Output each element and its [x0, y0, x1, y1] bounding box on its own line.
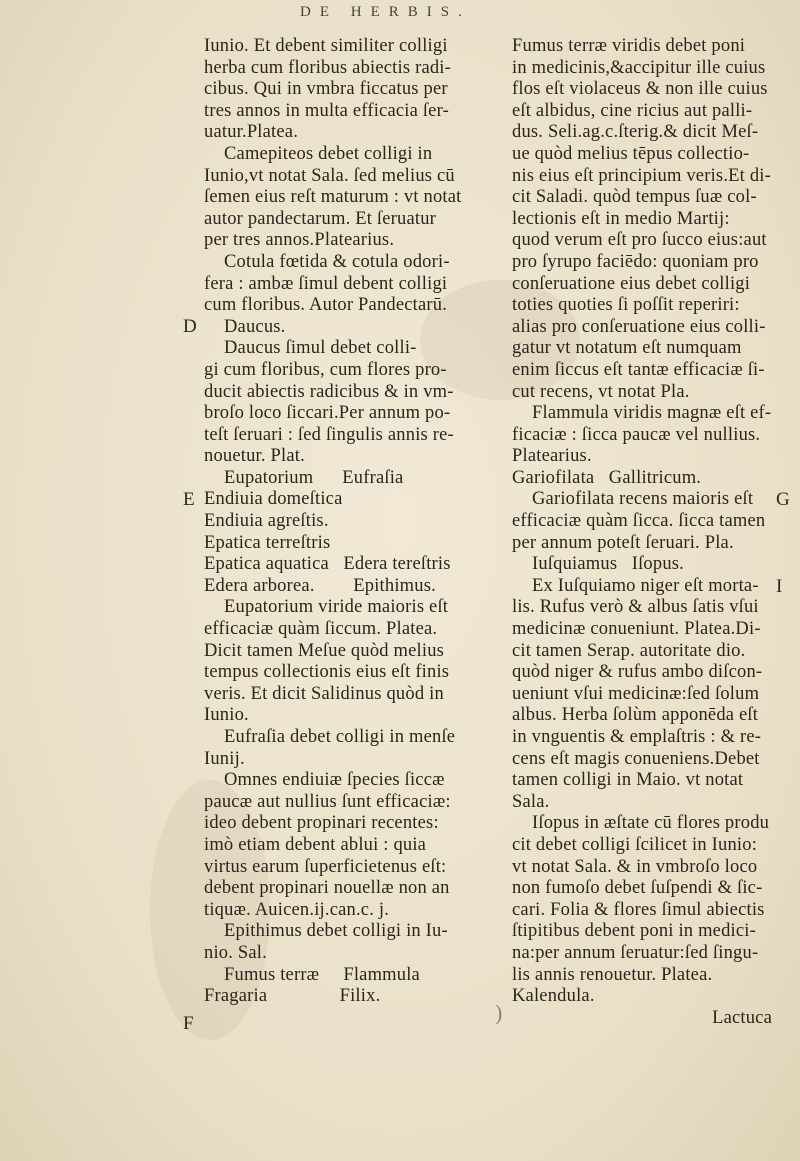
text-line: tiquæ. Auicen.ij.can.c. j. [204, 899, 390, 920]
text-line: veris. Et dicit Salidinus quòd in [204, 683, 444, 704]
text-line: per annum poteſt ſeruari. Pla. [512, 532, 734, 553]
text-line: Iunio,vt notat Sala. ſed melius cū [204, 165, 455, 186]
text-line: Gariofilata recens maioris eſt [532, 489, 754, 510]
text-line: nis eius eſt principium veris.Et di- [512, 165, 771, 186]
text-line: cum floribus. Autor Pandectarū. [204, 295, 448, 316]
text-line: herba cum floribus abiectis radi- [204, 57, 452, 78]
text-line: cut recens, vt notat Pla. [512, 381, 690, 402]
section-heading: Endiuia domeſtica [204, 489, 343, 510]
text-line: cens eſt magis conueniens.Debet [512, 748, 760, 769]
text-line: ficaciæ : ſicca paucæ vel nullius. [512, 424, 761, 445]
section-heading: Eupatorium Eufraſia [224, 467, 404, 488]
text-line: quòd niger & rufus ambo diſcon- [512, 662, 763, 683]
text-line: enim ſiccus eſt tantæ efficaciæ ſi- [512, 359, 765, 380]
text-line: fera : ambæ ſimul debent colligi [204, 273, 448, 294]
section-heading: Gariofilata Gallitricum. [512, 467, 702, 488]
margin-letter-e: E [183, 489, 195, 510]
text-line: Platearius. [512, 446, 592, 467]
text-line: imò etiam debent ablui : quia [204, 834, 427, 855]
text-line: medicinæ conueniunt. Platea.Di- [512, 619, 761, 640]
text-line: Epithimus debet colligi in Iu- [224, 921, 448, 942]
text-line: Omnes endiuiæ ſpecies ſiccæ [224, 770, 445, 791]
text-line: na:per annum ſeruatur:ſed ſingu- [512, 942, 759, 963]
section-heading: Epatica terreſtris [204, 532, 331, 553]
text-line: Eupatorium viride maioris eſt [224, 597, 449, 618]
text-line: paucæ aut nullius ſunt efficaciæ: [204, 791, 451, 812]
section-heading: Epatica aquatica Edera tereſtris [204, 554, 451, 575]
text-line: eſt albidus, cine ricius aut palli- [512, 100, 753, 121]
text-line: uatur.Platea. [204, 122, 299, 143]
text-line: in medicinis,&accipitur ille cuius [512, 57, 766, 78]
text-line: autor pandectarum. Et ſeruatur [204, 208, 437, 229]
text-line: gatur vt notatum eſt numquam [512, 338, 742, 359]
section-heading: Endiuia agreſtis. [204, 511, 329, 532]
text-line: cit tamen Serap. autoritate dio. [512, 640, 746, 661]
text-line: albus. Herba ſolùm apponēda eſt [512, 705, 759, 726]
text-line: debent propinari nouellæ non an [204, 878, 450, 899]
text-line: lis annis renouetur. Platea. [512, 964, 713, 985]
text-line: lectionis eſt in medio Martij: [512, 208, 730, 229]
text-line: per tres annos.Platearius. [204, 230, 395, 251]
text-line: Flammula viridis magnæ eſt ef- [532, 403, 772, 424]
text-line: Camepiteos debet colligi in [224, 143, 433, 164]
text-line: broſo loco ſiccari.Per annum po- [204, 403, 451, 424]
margin-letter-i: I [776, 576, 783, 597]
running-header: DE HERBIS. [300, 4, 471, 20]
text-line: efficaciæ quàm ſicca. ſicca tamen [512, 511, 766, 532]
text-line: Cotula fœtida & cotula odori- [224, 251, 450, 272]
text-line: tempus collectionis eius eſt finis [204, 662, 450, 683]
text-line: cit debet colligi ſcilicet in Iunio: [512, 834, 758, 855]
section-heading: Kalendula. [512, 986, 595, 1007]
text-line: ſemen eius reſt maturum : vt notat [204, 187, 462, 208]
text-line: nio. Sal. [204, 942, 267, 963]
catchword: Lactuca [712, 1007, 772, 1028]
left-column [204, 36, 504, 1008]
ink-mark: ) [495, 1000, 503, 1025]
text-line: Sala. [512, 791, 550, 812]
text-line: alias pro conſeruatione eius colli- [512, 316, 766, 337]
text-line: Iunio. Et debent similiter colligi [204, 36, 448, 56]
text-line: ideo debent propinari recentes: [204, 813, 439, 834]
section-heading: Daucus. [224, 316, 286, 337]
text-line: Iunij. [204, 748, 245, 769]
text-line: non fumoſo debet ſuſpendi & ſic- [512, 878, 763, 899]
text-line: nouetur. Plat. [204, 446, 305, 467]
text-line: cari. Folia & flores ſimul abiectis [512, 899, 765, 920]
text-line: Eufraſia debet colligi in menſe [224, 727, 456, 747]
text-line: teſt ſeruari : ſed ſingulis annis re- [204, 424, 454, 445]
section-heading: Iuſquiamus Iſopus. [532, 554, 684, 575]
text-line: Iſopus in æſtate cū flores produ [532, 813, 770, 834]
section-heading: Edera arborea. Epithimus. [204, 575, 436, 596]
text-line: dus. Seli.ag.c.ſterig.& dicit Meſ- [512, 122, 759, 143]
text-line: quod verum eſt pro ſucco eius:aut [512, 230, 767, 251]
margin-letter-g: G [776, 489, 790, 510]
text-line: tres annos in multa efficacia ſer- [204, 100, 449, 121]
margin-letter-d: D [183, 316, 197, 337]
text-line: virtus earum ſuperficietenus eſt: [204, 856, 447, 877]
text-line: lis. Rufus verò & albus ſatis vſui [512, 597, 759, 618]
text-line: vt notat Sala. & in vmbroſo loco [512, 856, 758, 877]
text-line: efficaciæ quàm ſiccum. Platea. [204, 619, 438, 640]
text-line: ueniunt vſui medicinæ:ſed ſolum [512, 683, 760, 704]
text-line: toties quoties ſi poſſit reperiri: [512, 295, 740, 316]
text-line: cit Saladi. quòd tempus ſuæ col- [512, 187, 757, 208]
text-line: ue quòd melius tēpus collectio- [512, 143, 750, 164]
text-line: flos eſt violaceus & non ille cuius [512, 79, 768, 100]
text-line: Ex Iuſquiamo niger eſt morta- [532, 575, 759, 596]
text-line: gi cum floribus, cum flores pro- [204, 359, 447, 380]
text-line: ducit abiectis radicibus & in vm- [204, 381, 454, 402]
text-line: ſtipitibus debent poni in medici- [512, 921, 756, 942]
text-line: cibus. Qui in vmbra ficcatus per [204, 79, 448, 100]
text-line: in vnguentis & emplaſtris : & re- [512, 727, 762, 747]
section-heading: Fumus terræ Flammula [224, 964, 420, 985]
text-line: Fumus terræ viridis debet poni [512, 36, 746, 56]
text-line: Iunio. [204, 705, 249, 726]
text-line: tamen colligi in Maio. vt notat [512, 770, 744, 791]
text-line: Dicit tamen Meſue quòd melius [204, 640, 445, 661]
text-line: pro ſyrupo faciēdo: quoniam pro [512, 251, 759, 272]
text-line: conſeruatione eius debet colligi [512, 273, 751, 294]
section-heading: Fragaria Filix. [204, 986, 381, 1007]
margin-letter-f: F [183, 1013, 194, 1034]
right-column [512, 36, 774, 1029]
text-line: Daucus ſimul debet colli- [224, 338, 417, 359]
